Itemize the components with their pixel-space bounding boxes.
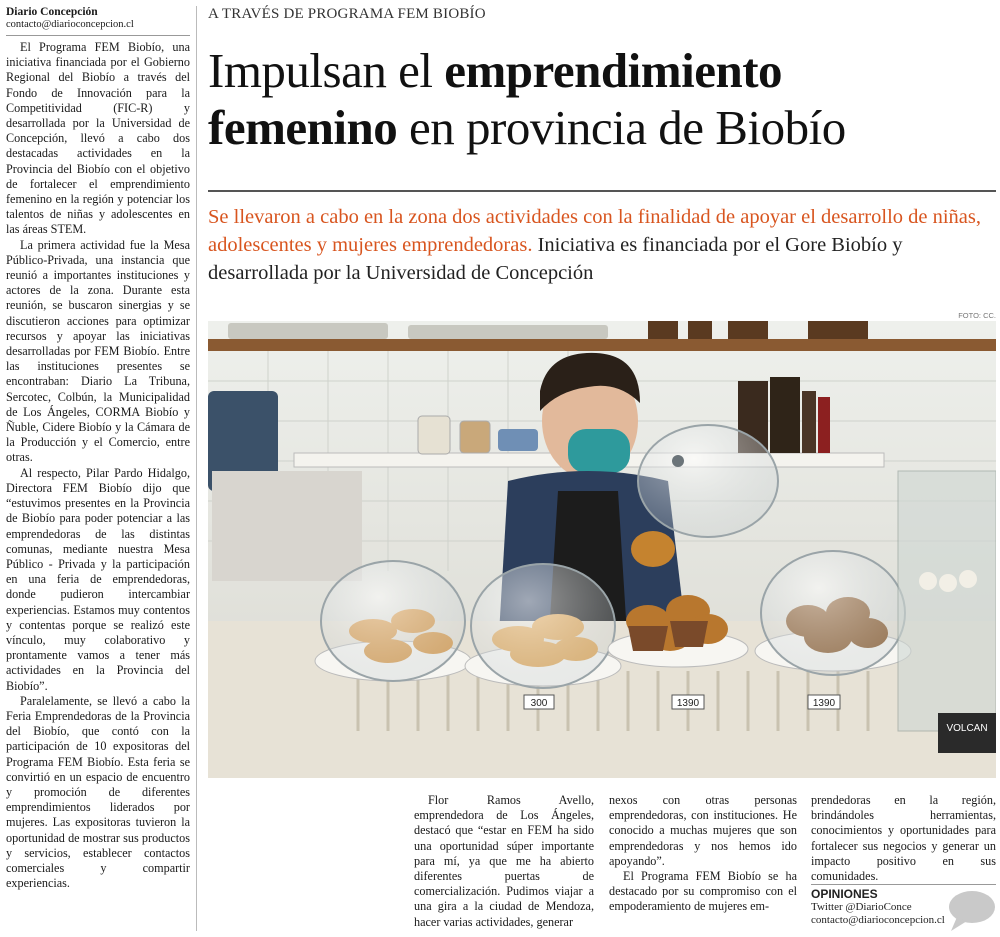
left-paragraph-2: La primera actividad fue la Mesa Público-Privada, una instancia que reunió a importantes instituciones y actores de la zona. Durante esta reunión, se buscaron sinergias y se discutieron acciones para optimizar recursos y apoyar las iniciativas desarrolladas por FEM Biobío. Entre las instituciones presentes se encontraban: Diario La Tribuna, Sercotec, Colbún, la Municipalidad de Los Ángeles, CORMA Biobío y Ñuble, Cidere Biobío y la Cámara de la Producción y el Comercio, entre otras. xyxy=(6,237,190,465)
deck-highlight: Se llevaron a cabo en la zona dos actividades con la finalidad de apoyar el desarrollo de niñas, adolescentes y mujeres emprendedoras. xyxy=(208,206,982,256)
bottom-paragraph-2b: El Programa FEM Biobío se ha destacado por su compromiso con el empoderamiento de mujeres em- xyxy=(609,869,797,914)
bottom-column-1 xyxy=(414,793,594,930)
byline-name: Diario Concepción xyxy=(6,6,98,18)
price-tag-2: 1390 xyxy=(676,698,700,709)
bottom-paragraph-2a: nexos con otras personas emprendedoras, con instituciones. He conocido a muchas mujeres que son emprendedoras y nos hemos ido apoyando”. xyxy=(609,793,797,868)
left-paragraph-1: El Programa FEM Biobío, una iniciativa financiada por el Gobierno Regional del Biobío a través del Fondo de Innovación para la Competitividad (FIC-R) y desarrollada por la Universidad de Concepción, llevó a cabo dos destacadas actividades en la Provincia del Biobío con el objetivo de fortalecer el emprendimiento femenino en la región y potenciar los talentos de niñas y adolescentes en las áreas STEM. xyxy=(6,40,190,237)
kicker: A TRAVÉS DE PROGRAMA FEM BIOBÍO xyxy=(208,6,486,22)
left-paragraph-3: Al respecto, Pilar Pardo Hidalgo, Directora FEM Biobío dijo que “estuvimos presentes en la Provincia de Biobío para poder potenciar a las emprendedoras de las distintas comunas, mediante nuestra Mesa Público - Privada y la participación en una feria de emprendedoras, donde pudieron intercambiar experiencias. Estamos muy contentos y contentas porque se realizó este vínculo, muy colaborativo y prontamente vamos a tener más actividades en la Provincia del Biobío”. xyxy=(6,465,190,693)
price-tag-1: 300 xyxy=(530,698,548,709)
left-body-text xyxy=(6,40,190,891)
headline-bold-1: emprendimiento xyxy=(444,43,783,98)
deck-rest: Iniciativa es financiada por el Gore Biobío y desarrollada por la Universidad de Concepción xyxy=(208,234,903,284)
opinions-twitter: Twitter @DiarioConce xyxy=(811,901,912,913)
column-divider xyxy=(196,6,197,931)
deck xyxy=(208,203,998,287)
bottom-paragraph-3: prendedoras en la región, brindándoles herramientas, conocimientos y oportunidades para fortalecer sus negocios y generar un impacto positivo en sus comunidades. xyxy=(811,793,996,884)
bottom-column-2 xyxy=(609,793,797,915)
byline-email: contacto@diarioconcepcion.cl xyxy=(6,19,190,36)
left-column xyxy=(6,6,190,931)
headline-part-2: en provincia de Biobío xyxy=(397,100,846,155)
headline-part-1: Impulsan el xyxy=(208,43,445,98)
volcan-sign: VOLCAN xyxy=(946,723,988,734)
photo-credit: FOTO: CC. xyxy=(958,311,996,320)
price-tag-3: 1390 xyxy=(812,698,836,709)
headline-rule xyxy=(208,190,996,192)
headline-bold-2: femenino xyxy=(208,100,398,155)
bottom-column-3 xyxy=(811,793,996,884)
opinions-email: contacto@diarioconcepcion.cl xyxy=(811,914,945,926)
bottom-paragraph-1: Flor Ramos Avello, emprendedora de Los Ángeles, destacó que “estar en FEM ha sido una oportunidad súper importante para mí, ya que me ha abierto diferentes puertas de comercialización. Pudimos viajar a una gira a la ciudad de Mendoza, hacer varias actividades, generar xyxy=(414,793,594,929)
speech-bubble-icon xyxy=(947,889,997,933)
headline xyxy=(208,42,998,156)
left-paragraph-4: Paralelamente, se llevó a cabo la Feria Emprendedoras de la Provincia del Biobío, que contó con la participación de 10 expositoras del Programa FEM Biobío. Esta feria se convirtió en un espacio de encuentro y promoción de diferentes emprendimientos liderados por mujeres. Las expositoras tuvieron la oportunidad de mostrar sus productos y servicios, establecer contactos comerciales y compartir experiencias. xyxy=(6,693,190,891)
article-photo xyxy=(208,321,996,778)
opinions-title: OPINIONES xyxy=(811,887,878,901)
bakery-illustration xyxy=(208,321,996,778)
